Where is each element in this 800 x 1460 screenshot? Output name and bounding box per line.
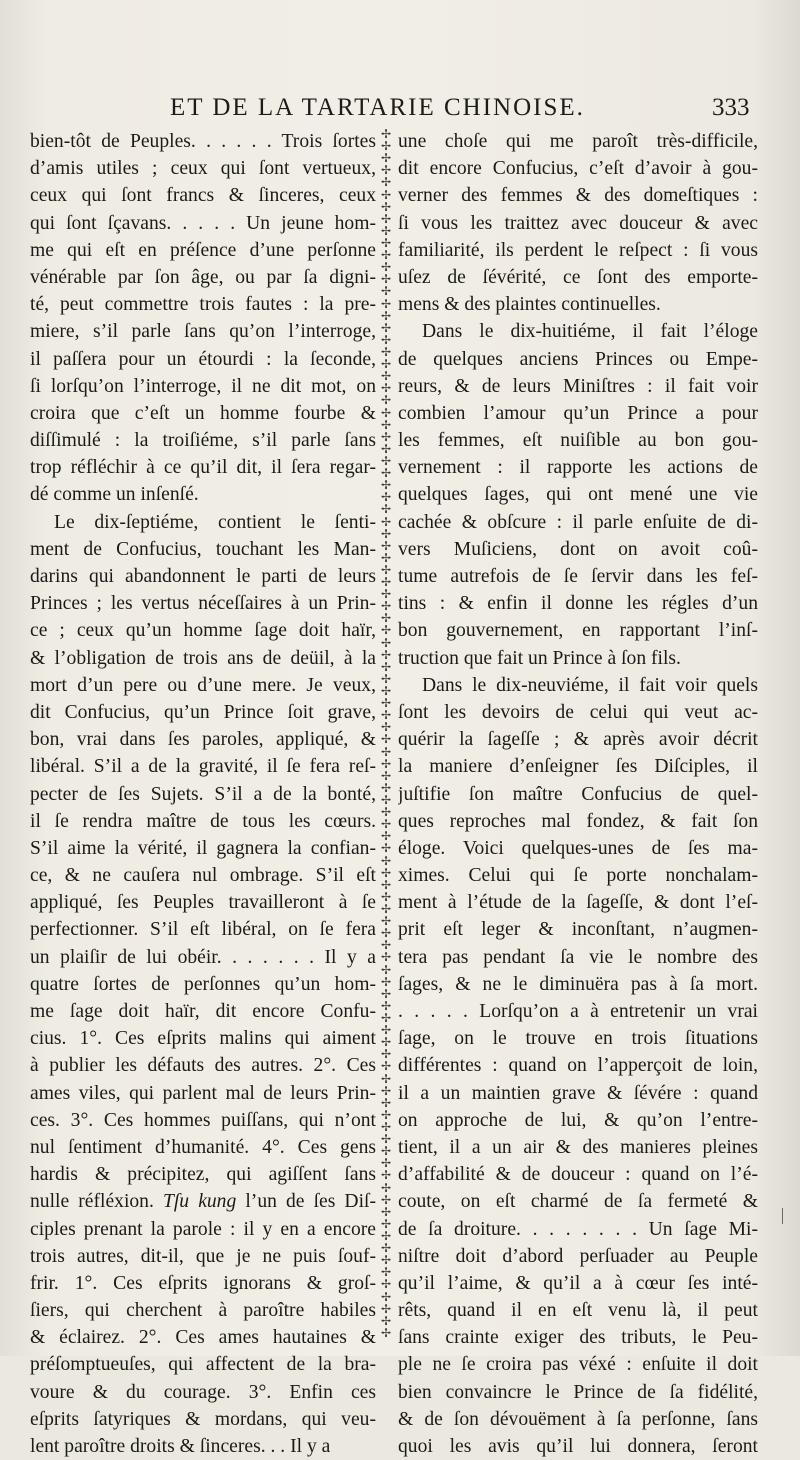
text-line: perfectionner. S’il eſt libéral, on ſe fera: [30, 919, 376, 941]
ornament-glyph: ✢: [380, 211, 392, 226]
ornament-glyph: ✢: [380, 1047, 392, 1062]
text-line: tume autrefois de ſe ſervir dans les feſ-: [398, 566, 758, 587]
ornament-glyph: ✢: [380, 599, 392, 614]
text-line: & de ſon dévouëment à ſa perſonne, ſans: [398, 1408, 758, 1430]
ornament-glyph: ✢: [380, 441, 392, 456]
text-line: ques reproches mal fondez, & fait ſon: [398, 810, 758, 832]
text-line: ſi lorſqu’on l’interroge, il ne dit mot, on: [30, 375, 376, 397]
text-line: trois autres, dit-il, que je ne puis ſouf-: [30, 1245, 376, 1267]
text-line: il ſe rendra maître de tous les cœurs.: [30, 810, 376, 832]
ornament-glyph: ✢: [380, 902, 392, 916]
text-line: ſages, & ne le diminuëra pas à ſa mort.: [398, 973, 758, 995]
text-line: tins : & enfin il donne les régles d’un: [398, 593, 758, 615]
text-line: appliqué, ſes Peuples travailleront à ſe: [30, 892, 376, 914]
ornament-glyph: ✢: [380, 1023, 392, 1038]
text-line: pecter de ſes Sujets. S’il a de la bonté,: [30, 783, 376, 805]
text-line: à publier les défauts des autres. 2°. Ces: [30, 1055, 376, 1077]
ornament-glyph: ✢: [380, 1132, 392, 1147]
ornament-glyph: ✢: [380, 1204, 392, 1219]
text-line: rêts, quand il en eſt venu là, il peut: [398, 1300, 758, 1322]
ornament-glyph: ✢: [380, 235, 392, 250]
ornament-glyph: ✢: [380, 1071, 392, 1086]
text-line: une choſe qui me paroît très-difficile,: [398, 131, 758, 152]
ornament-glyph: ✢: [380, 1241, 392, 1256]
page-number: 333: [712, 94, 750, 121]
ornament-glyph: ✢: [380, 453, 392, 468]
text-line: dé comme un inſenſé.: [30, 484, 199, 506]
running-head: ET DE LA TARTARIE CHINOISE.: [170, 94, 585, 121]
text-line: nulle réfléxion. Tſu kung l’un de ſes Diſ-: [30, 1191, 376, 1213]
ornament-glyph: ✢: [380, 1192, 392, 1207]
ornament-glyph: ✢: [380, 1180, 392, 1195]
text-line: frir. 1°. Ces eſprits ignorans & groſ-: [30, 1272, 376, 1294]
ornament-glyph: ✢: [380, 199, 392, 214]
ornament-glyph: ✢: [380, 635, 392, 650]
text-line: ciples prenant la parole : il y en a encore: [30, 1218, 376, 1240]
text-line: quelques ſages, qui ont mené une vie: [398, 484, 758, 506]
ornament-glyph: ✢: [380, 357, 392, 372]
margin-mark: [782, 1208, 783, 1224]
ornament-glyph: ✢: [380, 623, 392, 638]
ornament-glyph: ✢: [380, 1168, 392, 1183]
text-line: bien convaincre le Prince de ſa fidélité,: [398, 1381, 758, 1403]
text-line: combien l’amour qu’un Prince a pour: [398, 402, 758, 424]
text-line: reurs, & de leurs Miniſtres : il fait voir: [398, 375, 758, 397]
ornament-glyph: ✢: [380, 829, 392, 844]
ornament-glyph: ✢: [380, 405, 392, 420]
ornament-glyph: ✢: [380, 671, 392, 686]
page-header: [0, 94, 800, 128]
ornament-glyph: ✢: [380, 1216, 392, 1231]
text-line: hardis & précipitez, qui agiſſent ſans: [30, 1164, 376, 1186]
ornament-glyph: ✢: [380, 381, 392, 396]
text-line: ſont les devoirs de celui qui veut ac-: [398, 701, 758, 723]
text-line: juſtifie ſon maître Confucius de quel-: [398, 783, 758, 805]
ornament-glyph: ✢: [380, 344, 392, 359]
text-line: eſprits ſatyriques & mordans, qui veu-: [30, 1408, 376, 1430]
text-line: vénérable par ſon âge, ou par ſa digni-: [30, 266, 376, 288]
ornament-glyph: ✢: [380, 550, 392, 565]
text-line: différentes : quand on l’apperçoit de loin,: [398, 1055, 758, 1077]
ornament-glyph: ✢: [380, 684, 392, 699]
text-line: verner des femmes & des domeſtiques :: [398, 185, 758, 207]
text-line: Princes ; les vertus néceſſaires à un Prin-: [30, 593, 376, 615]
ornament-glyph: ✢: [380, 1313, 392, 1328]
ornament-glyph: ✢: [380, 889, 392, 904]
ornament-glyph: ✢: [380, 1107, 392, 1122]
text-line: vers Muſiciens, dont on avoit coû-: [398, 538, 758, 560]
ornament-glyph: ✢: [380, 223, 392, 238]
text-line: mort d’un pere ou d’une mere. Je veux,: [30, 674, 376, 696]
ornament-glyph: ✢: [380, 962, 392, 977]
text-line: qui ſont ſçavans. . . . . Un jeune hom-: [30, 212, 376, 234]
ornament-glyph: ✢: [380, 659, 392, 674]
text-line: Dans le dix-huitiéme, il fait l’éloge: [422, 321, 758, 343]
ornament-glyph: ✢: [380, 562, 392, 577]
text-line: de quelques anciens Princes ou Empe-: [398, 348, 758, 370]
ornament-glyph: ✢: [380, 1119, 392, 1134]
ornament-glyph: ✢: [380, 865, 392, 880]
text-line: quatre ſortes de perſonnes qu’un hom-: [30, 973, 376, 995]
right-text-column: [398, 128, 758, 1460]
ornament-glyph: ✢: [380, 478, 392, 493]
ornament-glyph: ✢: [380, 308, 392, 323]
ornament-glyph: ✢: [380, 1253, 392, 1268]
ornament-glyph: ✢: [380, 793, 392, 808]
text-line: qu’il l’aime, & qu’il a à cœur ſes inté-: [398, 1272, 758, 1294]
text-line: lent paroître droits & ſinceres. . . Il y a: [30, 1436, 331, 1457]
ornament-glyph: ✢: [380, 1035, 392, 1050]
ornament-glyph: ✢: [380, 1083, 392, 1098]
ornament-glyph: ✢: [380, 139, 392, 154]
ornament-glyph: ✢: [380, 1095, 392, 1110]
text-line: voure & du courage. 3°. Enfin ces: [30, 1381, 376, 1403]
text-line: darins qui abandonnent le parti de leurs: [30, 566, 376, 587]
text-line: ces. 3°. Ces hommes puiſſans, qui n’ont: [30, 1109, 376, 1131]
ornament-glyph: ✢: [380, 926, 392, 941]
ornament-glyph: ✢: [380, 429, 392, 444]
ornament-glyph: ✢: [380, 841, 392, 856]
text-line: libéral. S’il a de la gravité, il ſe fera reſ-: [30, 756, 376, 778]
ornament-glyph: ✢: [380, 163, 392, 178]
ornament-glyph: ✢: [380, 1325, 392, 1340]
text-line: ſans crainte exiger des tributs, le Peu-: [398, 1327, 758, 1349]
ornament-glyph: ✢: [380, 950, 392, 965]
text-line: mens & des plaintes continuelles.: [398, 294, 661, 316]
ornament-glyph: ✢: [380, 1301, 392, 1316]
ornament-glyph: ✢: [380, 938, 392, 953]
left-text-column: [30, 128, 376, 1460]
text-line: trop réfléchir à ce qu’il dit, il ſera regar-: [30, 457, 376, 479]
text-line: uſez de ſévérité, ce ſont des emporte-: [398, 266, 758, 288]
ornament-glyph: ✢: [380, 998, 392, 1013]
text-line: me qui eſt en préſence d’une perſonne: [30, 239, 376, 261]
text-line: bon, vrai dans ſes paroles, appliqué, &: [30, 729, 376, 751]
ornament-glyph: ✢: [380, 587, 392, 602]
ornament-glyph: ✢: [380, 1144, 392, 1159]
ornamental-column-divider: [379, 128, 393, 1340]
ornament-glyph: ✢: [380, 708, 392, 723]
text-line: d’amis utiles ; ceux qui ſont vertueux,: [30, 158, 376, 180]
text-line: miere, s’il parle ſans qu’on l’interroge,: [30, 321, 376, 343]
text-line: ceux qui ſont francs & ſinceres, ceux: [30, 185, 376, 207]
ornament-glyph: ✢: [380, 1289, 392, 1304]
text-line: dit Confucius, qu’un Prince ſoit grave,: [30, 701, 376, 723]
text-line: préſomptueuſes, qui affectent de la bra-: [30, 1354, 376, 1376]
ornament-glyph: ✢: [380, 647, 392, 662]
text-line: me ſage doit haïr, dit encore Confu-: [30, 1001, 376, 1022]
ornament-glyph: ✢: [380, 248, 392, 263]
ornament-glyph: ✢: [380, 490, 392, 505]
ornament-glyph: ✢: [380, 611, 392, 626]
text-line: tient, il a un air & des manieres pleines: [398, 1136, 758, 1158]
text-line: bon gouvernement, en rapportant l’inſ-: [398, 620, 758, 642]
text-line: vernement : il rapporte les actions de: [398, 457, 758, 479]
text-line: ple ne ſe croira pas véxé : enſuite il doit: [398, 1354, 758, 1376]
text-line: d’affabilité & de douceur : quand on l’é-: [398, 1164, 758, 1186]
text-line: la maniere d’enſeigner ſes Diſciples, il: [398, 756, 758, 778]
text-line: Dans le dix-neuviéme, il fait voir quels: [422, 674, 758, 696]
text-line: diſſimulé : la troiſiéme, s’il parle ſans: [30, 430, 376, 452]
ornament-glyph: ✢: [380, 502, 392, 517]
text-line: éloge. Voici quelques-unes de ſes ma-: [398, 837, 758, 859]
ornament-glyph: ✢: [380, 780, 392, 795]
text-line: ames viles, qui parlent mal de leurs Prin-: [30, 1082, 376, 1104]
ornament-glyph: ✢: [380, 514, 392, 529]
text-line: té, peut commettre trois fautes : la pre-: [30, 294, 376, 316]
ornament-glyph: ✢: [380, 853, 392, 868]
text-line: . . . . . Lorſqu’on a à entretenir un vrai: [398, 1001, 758, 1022]
text-line: il a un maintien grave & ſévére : quand: [398, 1082, 758, 1104]
ornament-glyph: ✢: [380, 369, 392, 384]
text-line: Le dix-ſeptiéme, contient le ſenti-: [54, 511, 376, 533]
text-line: de ſa droiture. . . . . . . . Un ſage Mi-: [398, 1218, 758, 1240]
text-line: les femmes, eſt nuiſible au bon gou-: [398, 430, 758, 452]
ornament-glyph: ✢: [380, 575, 392, 590]
ornament-glyph: ✢: [380, 393, 392, 408]
text-line: un plaiſir de lui obéir. . . . . . . Il y a: [30, 946, 376, 968]
text-line: familiarité, ils perdent le reſpect : ſi vous: [398, 239, 758, 261]
ornament-glyph: ✢: [380, 768, 392, 783]
text-line: truction que fait un Prince à ſon fils.: [398, 647, 681, 669]
ornament-glyph: ✢: [380, 974, 392, 989]
text-line: ce ; ceux qu’un homme ſage doit haïr,: [30, 620, 376, 642]
text-line: il paſſera pour un étourdi : la ſeconde,: [30, 348, 376, 370]
text-line: ment à l’étude de la ſageſſe, & dont l’eſ-: [398, 892, 758, 914]
text-line: ximes. Celui qui ſe porte nonchalam-: [398, 865, 758, 887]
text-line: quérir la ſageſſe ; & après avoir décrit: [398, 729, 758, 751]
text-line: bien-tôt de Peuples. . . . . . Trois ſortes: [30, 131, 376, 152]
ornament-glyph: ✢: [380, 1277, 392, 1292]
ornament-glyph: ✢: [380, 1059, 392, 1074]
text-line: on approche de lui, & qu’on l’entre-: [398, 1109, 758, 1131]
ornament-glyph: ✢: [380, 526, 392, 541]
text-line: cius. 1°. Ces eſprits malins qui aiment: [30, 1028, 376, 1050]
text-line: & éclairez. 2°. Ces ames hautaines &: [30, 1327, 376, 1349]
ornament-glyph: ✢: [380, 1228, 392, 1243]
text-line: ſiers, qui cherchent à paroître habiles: [30, 1300, 376, 1322]
ornament-glyph: ✢: [380, 756, 392, 771]
ornament-glyph: ✢: [380, 877, 392, 892]
text-line: ment de Confucius, touchant les Man-: [30, 538, 376, 560]
ornament-glyph: ✢: [380, 817, 392, 832]
text-line: coute, on eſt charmé de ſa fermeté &: [398, 1191, 758, 1213]
ornament-glyph: ✢: [380, 1265, 392, 1280]
ornament-glyph: ✢: [380, 284, 392, 299]
ornament-glyph: ✢: [380, 151, 392, 166]
text-line: ſi vous les traittez avec douceur & avec: [398, 212, 758, 234]
text-line: nul ſentiment d’humanité. 4°. Ces gens: [30, 1136, 376, 1158]
ornament-glyph: ✢: [380, 320, 392, 335]
text-line: croira que c’eſt un homme fourbe &: [30, 402, 376, 424]
ornament-glyph: ✢: [380, 175, 392, 190]
ornament-glyph: ✢: [380, 260, 392, 275]
ornament-glyph: ✢: [380, 1156, 392, 1171]
text-line: & l’obligation de trois ans de deüil, à la: [30, 647, 376, 669]
ornament-glyph: ✢: [380, 744, 392, 759]
text-line: S’il aime la vérité, il gagnera la confian-: [30, 837, 376, 859]
ornament-glyph: ✢: [380, 187, 392, 202]
text-line: prit eſt leger & inconſtant, n’augmen-: [398, 919, 758, 941]
text-line: cachée & obſcure : il parle enſuite de di-: [398, 511, 758, 533]
ornament-glyph: ✢: [380, 1010, 392, 1025]
ornament-glyph: ✢: [380, 732, 392, 747]
ornament-glyph: ✢: [380, 696, 392, 711]
ornament-glyph: ✢: [380, 128, 392, 141]
text-line: niſtre doit d’abord perſuader au Peuple: [398, 1245, 758, 1267]
text-line: ſage, on le trouve en trois ſituations: [398, 1028, 758, 1050]
text-line: quoi les avis qu’il lui donnera, ſeront: [398, 1436, 758, 1457]
ornament-glyph: ✢: [380, 272, 392, 287]
ornament-glyph: ✢: [380, 538, 392, 553]
ornament-glyph: ✢: [380, 914, 392, 929]
ornament-glyph: ✢: [380, 417, 392, 432]
ornament-glyph: ✢: [380, 332, 392, 347]
text-line: dit encore Confucius, c’eſt d’avoir à gou-: [398, 158, 758, 180]
text-line: ce, & ne cauſera nul ombrage. S’il eſt: [30, 865, 376, 887]
ornament-glyph: ✢: [380, 466, 392, 481]
text-line: tera pas pendant ſa vie le nombre des: [398, 946, 758, 968]
ornament-glyph: ✢: [380, 296, 392, 311]
ornament-glyph: ✢: [380, 720, 392, 735]
ornament-glyph: ✢: [380, 805, 392, 820]
ornament-glyph: ✢: [380, 986, 392, 1001]
